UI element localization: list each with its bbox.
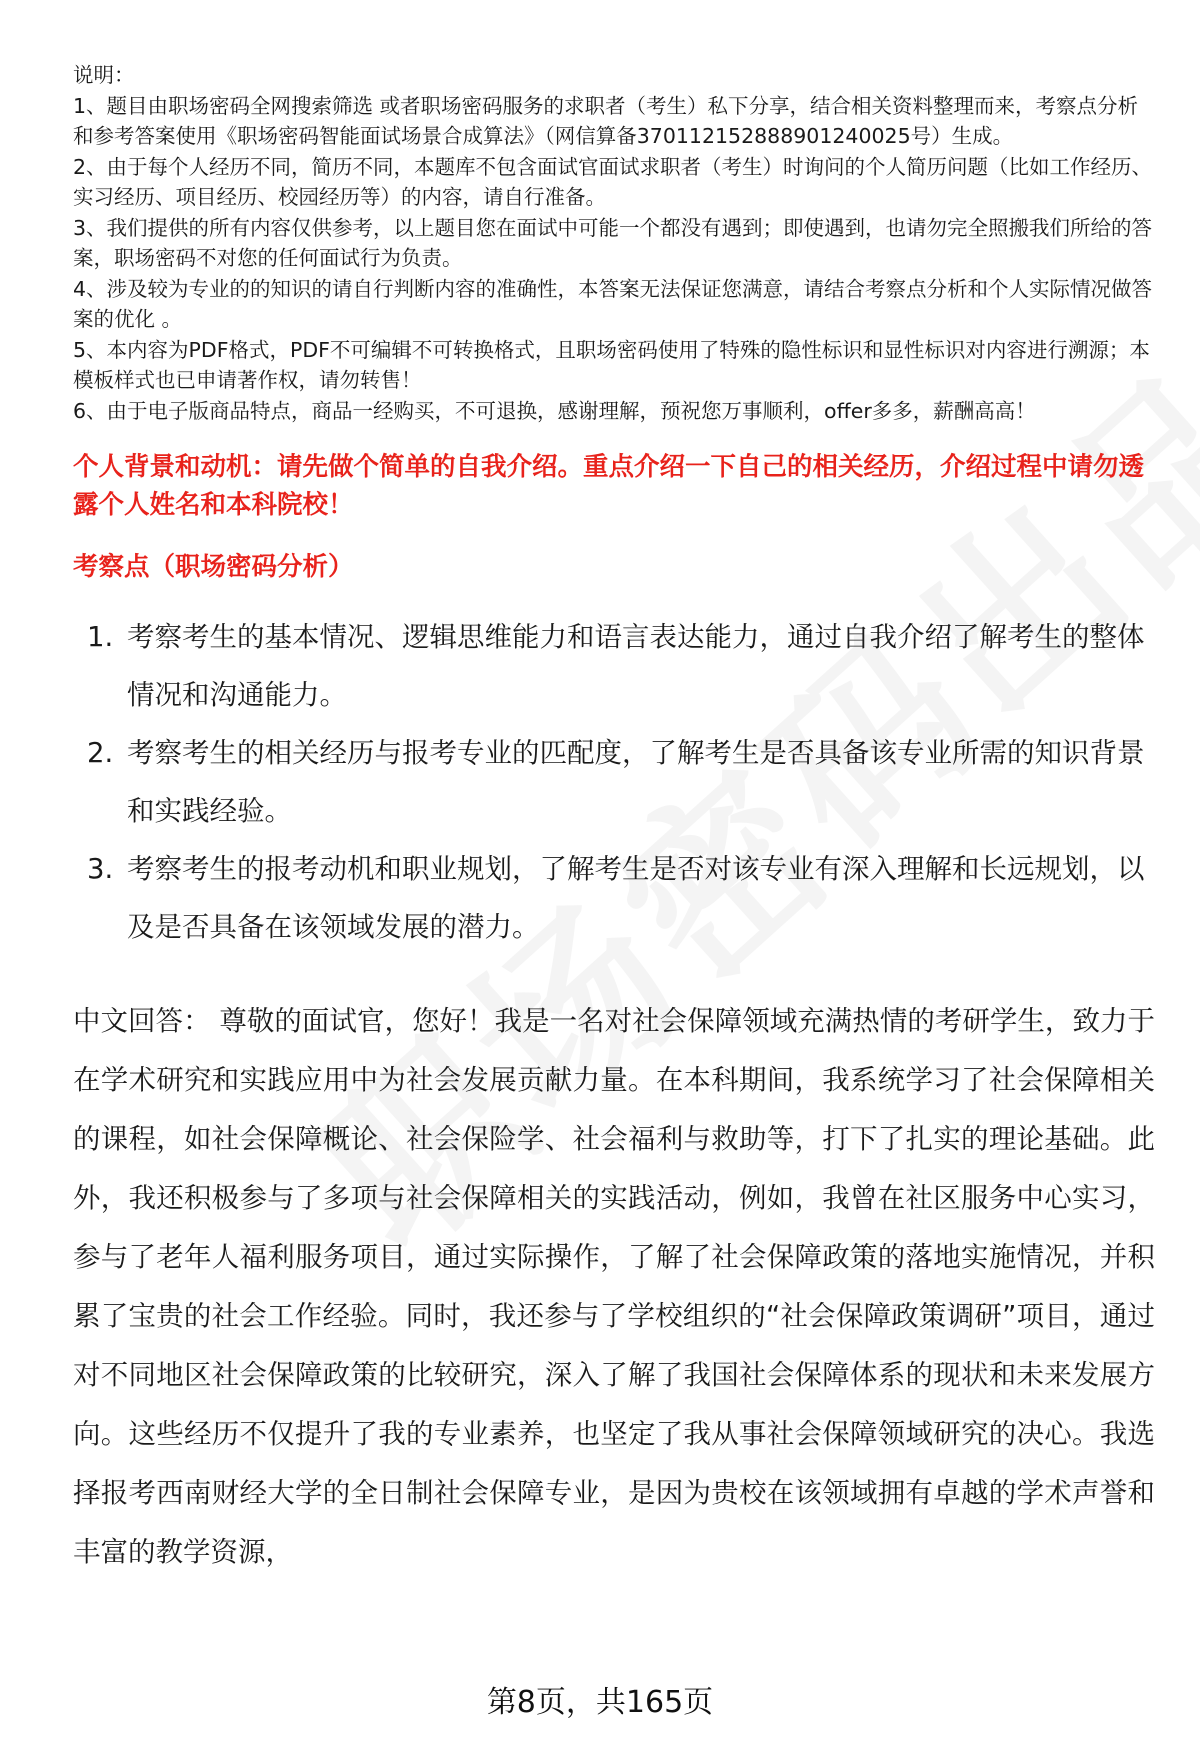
- answer-paragraph: 中文回答： 尊敬的面试官，您好！我是一名对社会保障领域充满热情的考研学生，致力于在学术研究和实践应用中为社会发展贡献力量。在本科期间，我系统学习了社会保障相关的课程，如社会保障概论、社会保险学、社会福利与救助等，打下了扎实的理论基础。此外，我还积极参与了多项与社会保障相关的实践活动，例如，我曾在社区服务中心实习，参与了老年人福利服务项目，通过实际操作，了解了社会保障政策的落地实施情况，并积累了宝贵的社会工作经验。同时，我还参与了学校组织的“社会保障政策调研”项目，通过对不同地区社会保障政策的比较研究，深入了解了我国社会保障体系的现状和未来发展方向。这些经历不仅提升了我的专业素养，也坚定了我从事社会保障领域研究的决心。我选择报考西南财经大学的全日制社会保障专业，是因为贵校在该领域拥有卓越的学术声誉和丰富的教学资源，: [73, 1005, 1155, 1568]
- note-item: 2、由于每个人经历不同，简历不同，本题库不包含面试官面试求职者（考生）时询问的个人简历问题（比如工作经历、实习经历、项目经历、校园经历等）的内容，请自行准备。: [73, 154, 1153, 209]
- analysis-title: 考察点（职场密码分析）: [73, 552, 354, 582]
- point-number: 1.: [87, 621, 114, 653]
- note-item: 4、涉及较为专业的的知识的请自行判断内容的准确性，本答案无法保证您满意，请结合考察点分析和个人实际情况做答案的优化 。: [73, 276, 1153, 331]
- page-number-footer: 第8页，共165页: [486, 1685, 714, 1720]
- note-item: 1、题目由职场密码全网搜索筛选 或者职场密码服务的求职者（考生）私下分享，结合相关资料整理而来，考察点分析和参考答案使用《职场密码智能面试场景合成算法》（网信算备370112152888901240025号）生成。: [73, 93, 1139, 148]
- analysis-point: [73, 608, 1155, 724]
- notes-section: [73, 60, 1155, 426]
- analysis-points: [73, 608, 1155, 956]
- page-content: [73, 60, 1155, 1582]
- note-item: 5、本内容为PDF格式，PDF不可编辑不可转换格式，且职场密码使用了特殊的隐性标识和显性标识对内容进行溯源；本模板样式也已申请著作权，请勿转售！: [73, 337, 1150, 392]
- point-number: 2.: [87, 737, 114, 769]
- point-text: 考察考生的相关经历与报考专业的匹配度，了解考生是否具备该专业所需的知识背景和实践经验。: [127, 737, 1145, 827]
- question-heading: 个人背景和动机：请先做个简单的自我介绍。重点介绍一下自己的相关经历，介绍过程中请勿透露个人姓名和本科院校！: [73, 452, 1145, 520]
- notes-heading: 说明：: [73, 63, 135, 87]
- point-text: 考察考生的基本情况、逻辑思维能力和语言表达能力，通过自我介绍了解考生的整体情况和沟通能力。: [127, 621, 1145, 711]
- analysis-point: [73, 840, 1155, 956]
- point-text: 考察考生的报考动机和职业规划，了解考生是否对该专业有深入理解和长远规划，以及是否具备在该领域发展的潜力。: [127, 853, 1145, 943]
- note-item: 6、由于电子版商品特点，商品一经购买，不可退换，感谢理解，预祝您万事顺利，offer多多，薪酬高高！: [73, 398, 1036, 423]
- point-number: 3.: [87, 853, 114, 885]
- note-item: 3、我们提供的所有内容仅供参考，以上题目您在面试中可能一个都没有遇到；即使遇到，也请勿完全照搬我们所给的答案，职场密码不对您的任何面试行为负责。: [73, 215, 1153, 270]
- analysis-point: [73, 724, 1155, 840]
